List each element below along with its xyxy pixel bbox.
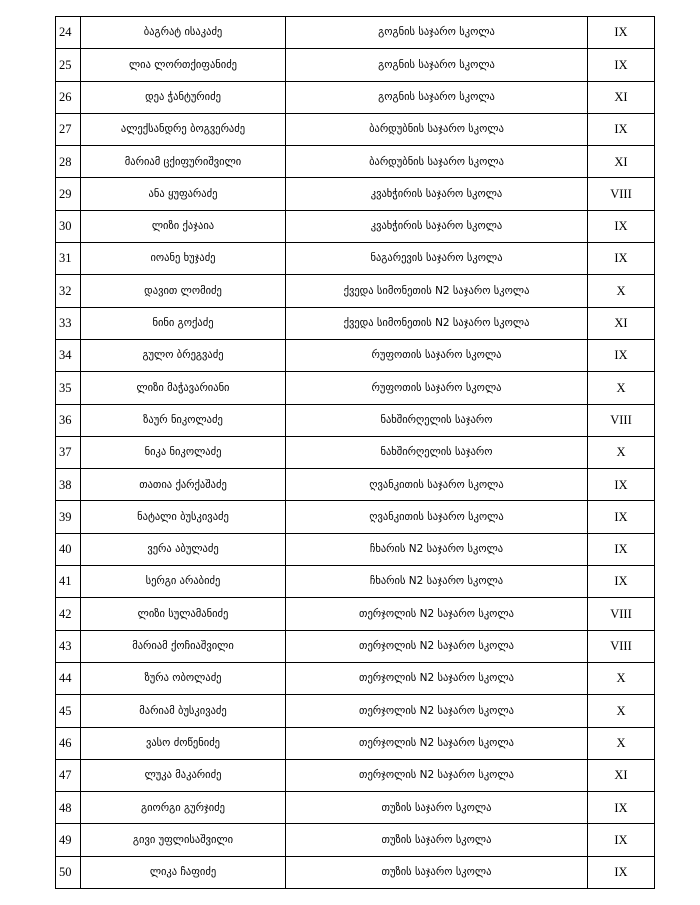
table-row: [56, 469, 655, 501]
grade-cell: IX: [588, 17, 655, 49]
table-row: [56, 759, 655, 791]
school-name-cell: თერჯოლის N2 საჯარო სკოლა: [286, 630, 588, 662]
school-name-cell: ქვედა სიმონეთის N2 საჯარო სკოლა: [286, 307, 588, 339]
student-name-cell: ბაგრატ ისაკაძე: [81, 17, 286, 49]
table-row: [56, 566, 655, 598]
grade-cell: IX: [588, 566, 655, 598]
grade-cell: IX: [588, 792, 655, 824]
row-number-cell: 27: [56, 113, 81, 145]
school-name-cell: გოგნის საჯარო სკოლა: [286, 49, 588, 81]
table-row: [56, 372, 655, 404]
school-name-cell: გოგნის საჯარო სკოლა: [286, 17, 588, 49]
student-name-cell: გულო ბრეგვაძე: [81, 339, 286, 371]
grade-cell: IX: [588, 501, 655, 533]
row-number-cell: 49: [56, 824, 81, 856]
grade-cell: IX: [588, 243, 655, 275]
grade-cell: VIII: [588, 404, 655, 436]
row-number-cell: 44: [56, 662, 81, 694]
school-name-cell: ნახშირღელის საჯარო: [286, 404, 588, 436]
row-number-cell: 39: [56, 501, 81, 533]
row-number-cell: 29: [56, 178, 81, 210]
grade-cell: XI: [588, 759, 655, 791]
row-number-cell: 42: [56, 598, 81, 630]
grade-cell: IX: [588, 113, 655, 145]
table-row: [56, 275, 655, 307]
row-number-cell: 36: [56, 404, 81, 436]
row-number-cell: 35: [56, 372, 81, 404]
grade-cell: X: [588, 662, 655, 694]
student-name-cell: ლიკა ჩაფიძე: [81, 856, 286, 888]
school-name-cell: ნაგარევის საჯარო სკოლა: [286, 243, 588, 275]
student-name-cell: ლია ლორთქიფანიძე: [81, 49, 286, 81]
row-number-cell: 43: [56, 630, 81, 662]
row-number-cell: 41: [56, 566, 81, 598]
grade-cell: IX: [588, 533, 655, 565]
school-name-cell: ღვანკითის საჯარო სკოლა: [286, 501, 588, 533]
table-row: [56, 792, 655, 824]
school-name-cell: ღვანკითის საჯარო სკოლა: [286, 469, 588, 501]
row-number-cell: 37: [56, 436, 81, 468]
row-number-cell: 48: [56, 792, 81, 824]
school-name-cell: ნახშირღელის საჯარო: [286, 436, 588, 468]
row-number-cell: 26: [56, 81, 81, 113]
student-name-cell: სერგი არაბიძე: [81, 566, 286, 598]
row-number-cell: 28: [56, 146, 81, 178]
school-name-cell: კვახჭირის საჯარო სკოლა: [286, 178, 588, 210]
school-name-cell: თერჯოლის N2 საჯარო სკოლა: [286, 727, 588, 759]
school-name-cell: თუზის საჯარო სკოლა: [286, 792, 588, 824]
student-name-cell: ალექსანდრე ბოგვერაძე: [81, 113, 286, 145]
table-row: [56, 243, 655, 275]
grade-cell: X: [588, 275, 655, 307]
grade-cell: XI: [588, 146, 655, 178]
table-row: [56, 824, 655, 856]
row-number-cell: 24: [56, 17, 81, 49]
grade-cell: X: [588, 436, 655, 468]
table-row: [56, 178, 655, 210]
student-name-cell: თათია ქარქაშაძე: [81, 469, 286, 501]
grade-cell: IX: [588, 210, 655, 242]
grade-cell: VIII: [588, 178, 655, 210]
row-number-cell: 31: [56, 243, 81, 275]
table-row: [56, 727, 655, 759]
school-name-cell: თერჯოლის N2 საჯარო სკოლა: [286, 759, 588, 791]
table-row: [56, 436, 655, 468]
row-number-cell: 47: [56, 759, 81, 791]
table-row: [56, 49, 655, 81]
school-name-cell: გოგნის საჯარო სკოლა: [286, 81, 588, 113]
table-row: [56, 113, 655, 145]
school-name-cell: თუზის საჯარო სკოლა: [286, 856, 588, 888]
grade-cell: XI: [588, 81, 655, 113]
school-name-cell: კვახჭირის საჯარო სკოლა: [286, 210, 588, 242]
school-name-cell: თერჯოლის N2 საჯარო სკოლა: [286, 662, 588, 694]
table-row: [56, 501, 655, 533]
school-name-cell: ჩხარის N2 საჯარო სკოლა: [286, 533, 588, 565]
grade-cell: XI: [588, 307, 655, 339]
table-row: [56, 662, 655, 694]
student-name-cell: ვერა აბულაძე: [81, 533, 286, 565]
student-name-cell: ზაურ ნიკოლაძე: [81, 404, 286, 436]
table-row: [56, 307, 655, 339]
grade-cell: IX: [588, 339, 655, 371]
student-name-cell: მარიამ ბუსკივაძე: [81, 695, 286, 727]
row-number-cell: 45: [56, 695, 81, 727]
school-name-cell: თუზის საჯარო სკოლა: [286, 824, 588, 856]
row-number-cell: 38: [56, 469, 81, 501]
row-number-cell: 32: [56, 275, 81, 307]
table-row: [56, 17, 655, 49]
table-row: [56, 533, 655, 565]
roster-body: [56, 17, 655, 889]
grade-cell: X: [588, 695, 655, 727]
student-name-cell: მარიამ ცქიფურიშვილი: [81, 146, 286, 178]
row-number-cell: 46: [56, 727, 81, 759]
grade-cell: IX: [588, 856, 655, 888]
student-name-cell: გიორგი გურჯიძე: [81, 792, 286, 824]
grade-cell: VIII: [588, 598, 655, 630]
student-name-cell: იოანე ხუჯაძე: [81, 243, 286, 275]
school-name-cell: ჩხარის N2 საჯარო სკოლა: [286, 566, 588, 598]
student-name-cell: გივი უფლისაშვილი: [81, 824, 286, 856]
school-name-cell: ქვედა სიმონეთის N2 საჯარო სკოლა: [286, 275, 588, 307]
student-name-cell: ზურა ობოლაძე: [81, 662, 286, 694]
table-row: [56, 339, 655, 371]
grade-cell: IX: [588, 49, 655, 81]
school-name-cell: თერჯოლის N2 საჯარო სკოლა: [286, 695, 588, 727]
student-roster-table: [55, 16, 655, 889]
school-name-cell: რუფოთის საჯარო სკოლა: [286, 339, 588, 371]
row-number-cell: 50: [56, 856, 81, 888]
table-row: [56, 81, 655, 113]
student-name-cell: დეა ჭანტურიძე: [81, 81, 286, 113]
student-name-cell: ლუკა მაკარიძე: [81, 759, 286, 791]
student-name-cell: ვასო ძოწენიძე: [81, 727, 286, 759]
row-number-cell: 33: [56, 307, 81, 339]
school-name-cell: რუფოთის საჯარო სკოლა: [286, 372, 588, 404]
school-name-cell: თერჯოლის N2 საჯარო სკოლა: [286, 598, 588, 630]
table-row: [56, 856, 655, 888]
student-name-cell: ნინი გოქაძე: [81, 307, 286, 339]
student-name-cell: ანა ყუფარაძე: [81, 178, 286, 210]
school-name-cell: ბარდუბნის საჯარო სკოლა: [286, 146, 588, 178]
row-number-cell: 25: [56, 49, 81, 81]
table-row: [56, 630, 655, 662]
table-row: [56, 210, 655, 242]
student-name-cell: ნატალი ბუსკივაძე: [81, 501, 286, 533]
table-row: [56, 695, 655, 727]
student-name-cell: ნიკა ნიკოლაძე: [81, 436, 286, 468]
table-row: [56, 146, 655, 178]
student-name-cell: დავით ლომიძე: [81, 275, 286, 307]
row-number-cell: 30: [56, 210, 81, 242]
student-name-cell: ლიზი ქაჯაია: [81, 210, 286, 242]
row-number-cell: 40: [56, 533, 81, 565]
row-number-cell: 34: [56, 339, 81, 371]
student-name-cell: ლიზი მაჭავარიანი: [81, 372, 286, 404]
table-row: [56, 598, 655, 630]
student-name-cell: მარიამ ქოჩიაშვილი: [81, 630, 286, 662]
school-name-cell: ბარდუბნის საჯარო სკოლა: [286, 113, 588, 145]
grade-cell: X: [588, 727, 655, 759]
grade-cell: X: [588, 372, 655, 404]
student-name-cell: ლიზი სულამანიძე: [81, 598, 286, 630]
grade-cell: VIII: [588, 630, 655, 662]
table-row: [56, 404, 655, 436]
grade-cell: IX: [588, 469, 655, 501]
grade-cell: IX: [588, 824, 655, 856]
